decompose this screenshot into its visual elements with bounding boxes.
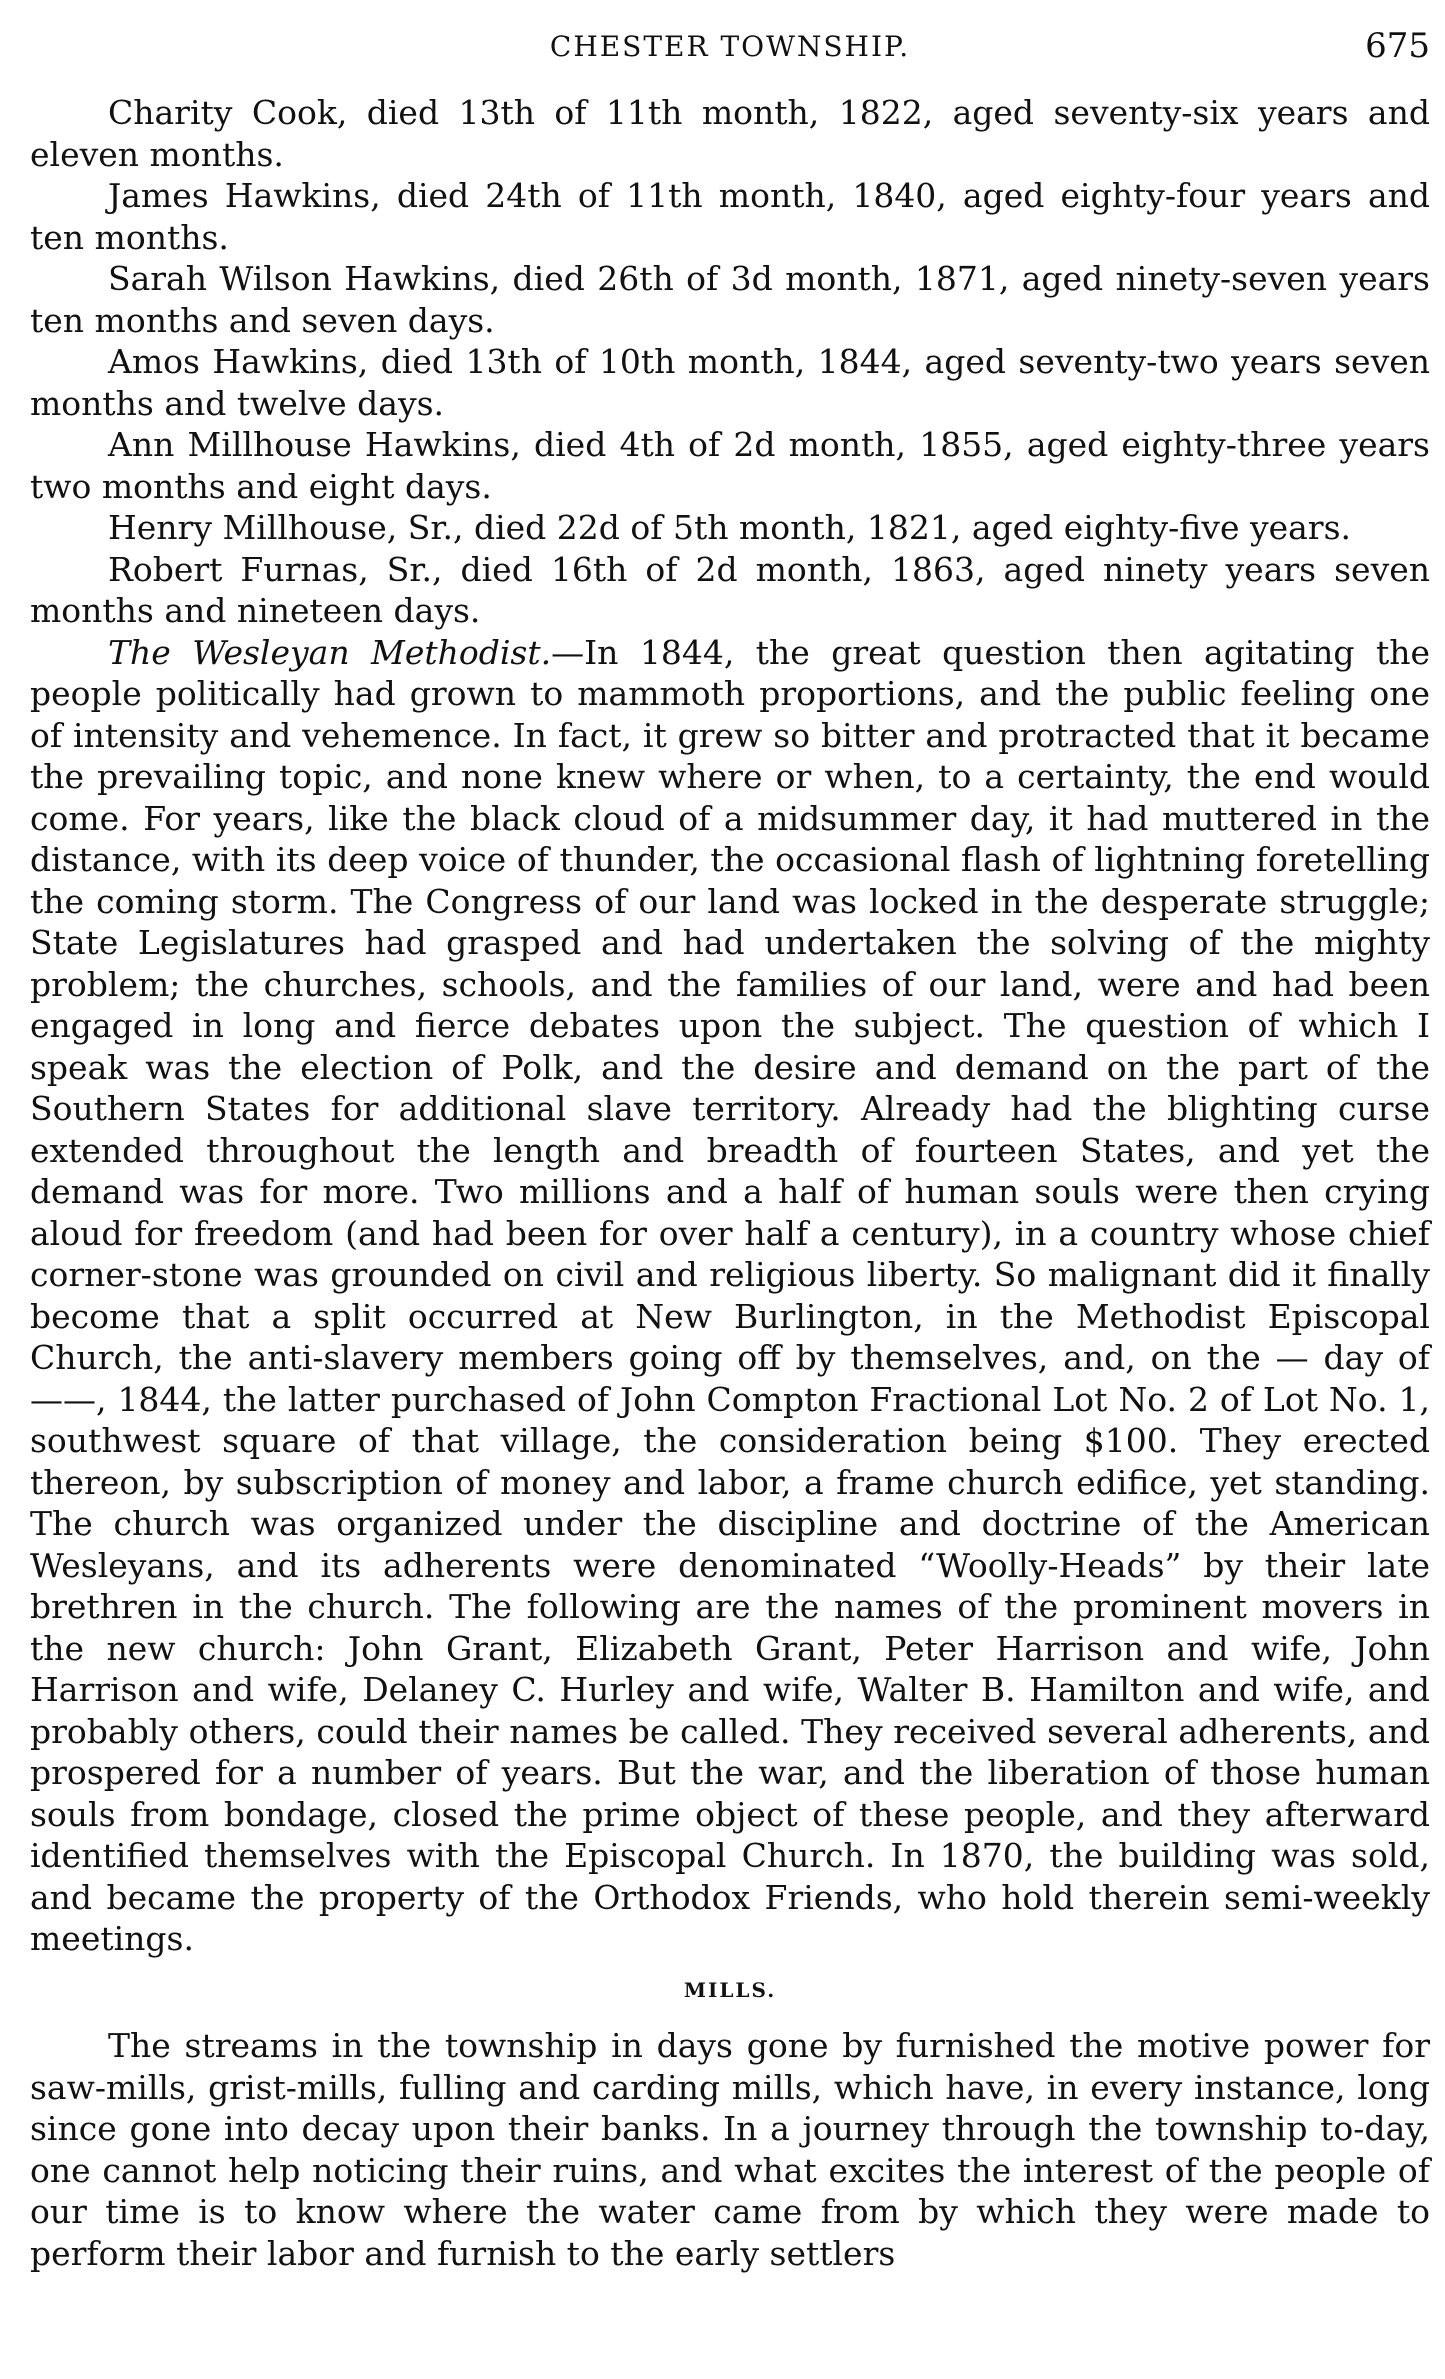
body-text — [30, 92, 1430, 2274]
death-record-sarah-wilson-hawkins: Sarah Wilson Hawkins, died 26th of 3d month, 1871, aged ninety-seven years ten months and seven days. — [30, 259, 1430, 340]
wesleyan-methodist-lead: The Wesleyan Methodist. — [108, 632, 552, 672]
running-head — [30, 22, 1430, 70]
death-record-ann-millhouse-hawkins: Ann Millhouse Hawkins, died 4th of 2d month, 1855, aged eighty-three years two months and eight days. — [30, 425, 1430, 506]
book-page — [30, 22, 1430, 2274]
death-record-james-hawkins: James Hawkins, died 24th of 11th month, 1840, aged eighty-four years and ten months. — [30, 176, 1430, 257]
death-record-henry-millhouse: Henry Millhouse, Sr., died 22d of 5th month, 1821, aged eighty-five years. — [108, 508, 1352, 547]
death-record-robert-furnas: Robert Furnas, Sr., died 16th of 2d month, 1863, aged ninety years seven months and nineteen days. — [30, 549, 1430, 630]
wesleyan-methodist-paragraph — [30, 632, 1430, 1960]
death-record-charity-cook: Charity Cook, died 13th of 11th month, 1822, aged seventy-six years and eleven months. — [30, 93, 1430, 174]
mills-paragraph: The streams in the township in days gone by furnished the motive power for saw-mills, grist-mills, fulling and carding mills, which have, in every instance, long since gone into decay upon their banks. In a journey through the township to-day, one cannot help noticing their ruins, and what excites the interest of the people of our time is to know where the water came from by which they were made to perform their labor and furnish to the early settlers — [30, 2026, 1430, 2273]
running-title: CHESTER TOWNSHIP. — [549, 30, 911, 63]
mills-heading: MILLS. — [683, 1977, 777, 2002]
death-record-amos-hawkins: Amos Hawkins, died 13th of 10th month, 1844, aged seventy-two years seven months and twelve days. — [30, 342, 1430, 423]
page-number: 675 — [1365, 26, 1430, 66]
wesleyan-methodist-text: —In 1844, the great question then agitating the people politically had grown to mammoth proportions, and the public feeling one of intensity and vehemence. In fact, it grew so bitter and protracted that it became the prevailing topic, and none knew where or when, to a certainty, the end would come. For years, like the black cloud of a midsummer day, it had muttered in the distance, with its deep voice of thunder, the occasional flash of lightning foretelling the coming storm. The Congress of our land was locked in the desperate struggle; State Legislatures had grasped and had undertaken the solving of the mighty problem; the churches, schools, and the families of our land, were and had been engaged in long and fierce debates upon the subject. The question of which I speak was the election of Polk, and the desire and demand on the part of the Southern States for additional slave territory. Already had the blighting curse extended throughout the length and breadth of fourteen States, and yet the demand was for more. Two millions and a half of human souls were then crying aloud for freedom (and had been for over half a century), in a country whose chief corner-stone was grounded on civil and religious liberty. So malignant did it finally become that a split occurred at New Burlington, in the Methodist Episcopal Church, the anti-slavery members going off by themselves, and, on the — day of ——, 1844, the latter purchased of John Compton Fractional Lot No. 2 of Lot No. 1, southwest square of that village, the consideration being $100. They erected thereon, by subscription of money and labor, a frame church edifice, yet standing. The church was organized under the discipline and doctrine of the American Wesleyans, and its adherents were denominated “Woolly-Heads” by their late brethren in the church. The following are the names of the prominent movers in the new church: John Grant, Elizabeth Grant, Peter Harrison and wife, John Harrison and wife, Delaney C. Hurley and wife, Walter B. Hamilton and wife, and probably others, could their names be called. They received several adherents, and prospered for a number of years. But the war, and the liberation of those human souls from bondage, closed the prime object of these people, and they afterward identified themselves with the Episcopal Church. In 1870, the building was sold, and became the property of the Orthodox Friends, who hold therein semi-weekly meetings. — [30, 632, 1431, 1958]
